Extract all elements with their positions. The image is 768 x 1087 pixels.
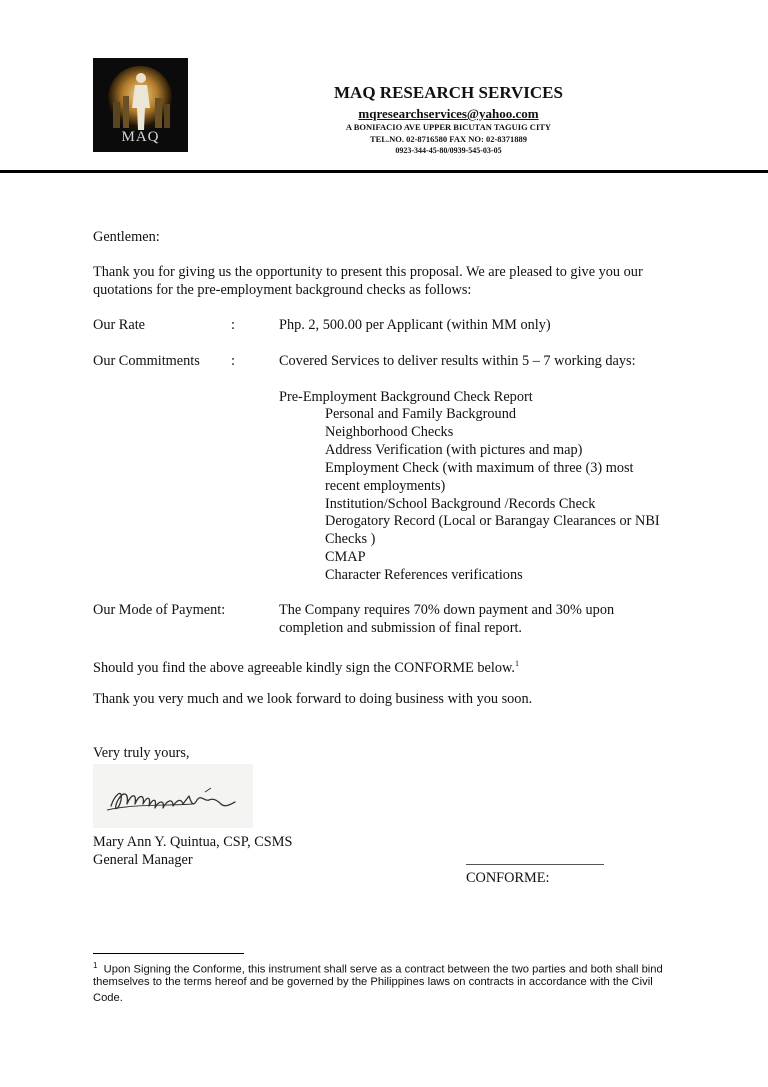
commitments-colon: : <box>231 353 235 369</box>
conforme-label: CONFORME: <box>466 870 550 886</box>
footnote-mark: 1 <box>93 961 98 970</box>
footnote-text-1: Upon Signing the Conforme, this instrument shall serve as a contract between the two parties and both shall bind <box>103 963 663 976</box>
company-phone-fax: TEL.NO. 02-8716580 FAX NO: 02-8371889 <box>369 134 528 144</box>
rate-label: Our Rate <box>93 317 146 333</box>
signature <box>93 764 253 828</box>
salutation: Gentlemen: <box>93 229 160 245</box>
service-item-continued: recent employments) <box>325 478 446 494</box>
signer-title: General Manager <box>93 852 193 868</box>
service-item: Derogatory Record (Local or Barangay Clearances or NBI <box>325 513 660 529</box>
rate-colon: : <box>231 317 235 333</box>
intro-line-1: Thank you for giving us the opportunity to present this proposal. We are pleased to give you our <box>93 264 643 280</box>
service-item: Institution/School Background /Records Check <box>325 496 596 512</box>
rate-value: Php. 2, 500.00 per Applicant (within MM only) <box>279 317 551 333</box>
thanks-line: Thank you very much and we look forward to doing business with you soon. <box>93 691 533 707</box>
service-item: Character References verifications <box>325 567 523 583</box>
service-item: Employment Check (with maximum of three (3) most <box>325 460 634 476</box>
service-item: Personal and Family Background <box>325 406 516 422</box>
company-address: A BONIFACIO AVE UPPER BICUTAN TAGUIG CITY <box>345 122 552 132</box>
payment-line-1: The Company requires 70% down payment and 30% upon <box>279 602 615 618</box>
report-title: Pre-Employment Background Check Report <box>279 389 533 405</box>
service-item: CMAP <box>325 549 366 565</box>
service-item: Address Verification (with pictures and map) <box>325 442 583 458</box>
company-email[interactable]: mqresearchservices@yahoo.com <box>358 106 539 121</box>
company-mobile: 0923-344-45-80/0939-545-03-05 <box>395 146 502 155</box>
header-divider <box>0 170 768 173</box>
payment-label: Our Mode of Payment: <box>93 602 226 618</box>
logo-figure-head <box>136 73 146 83</box>
footnote-line-2: themselves to the terms hereof and be governed by the Philippines laws on contracts in accordance with the Civil <box>93 976 653 988</box>
company-logo <box>93 58 188 152</box>
footnote-reference[interactable]: 1 <box>514 659 519 668</box>
logo-text: MAQ <box>121 129 160 145</box>
service-item-continued: Checks ) <box>325 531 376 547</box>
signer-name: Mary Ann Y. Quintua, CSP, CSMS <box>93 834 293 850</box>
footnote-divider <box>93 953 244 954</box>
conforme-signature-line <box>466 864 604 865</box>
signature-scribble <box>93 764 253 828</box>
commitments-value: Covered Services to deliver results within 5 – 7 working days: <box>279 353 636 369</box>
service-item: Neighborhood Checks <box>325 424 454 440</box>
commitments-label: Our Commitments <box>93 353 200 369</box>
intro-line-2: quotations for the pre-employment background checks as follows: <box>93 282 472 298</box>
payment-line-2: completion and submission of final report. <box>279 620 523 636</box>
company-name: MAQ RESEARCH SERVICES <box>334 83 563 102</box>
conforme-request <box>93 655 519 677</box>
conforme-request-text: Should you find the above agreeable kindly sign the CONFORME below. <box>93 659 515 676</box>
closing: Very truly yours, <box>93 745 190 761</box>
footnote-line-3: Code. <box>93 992 123 1004</box>
